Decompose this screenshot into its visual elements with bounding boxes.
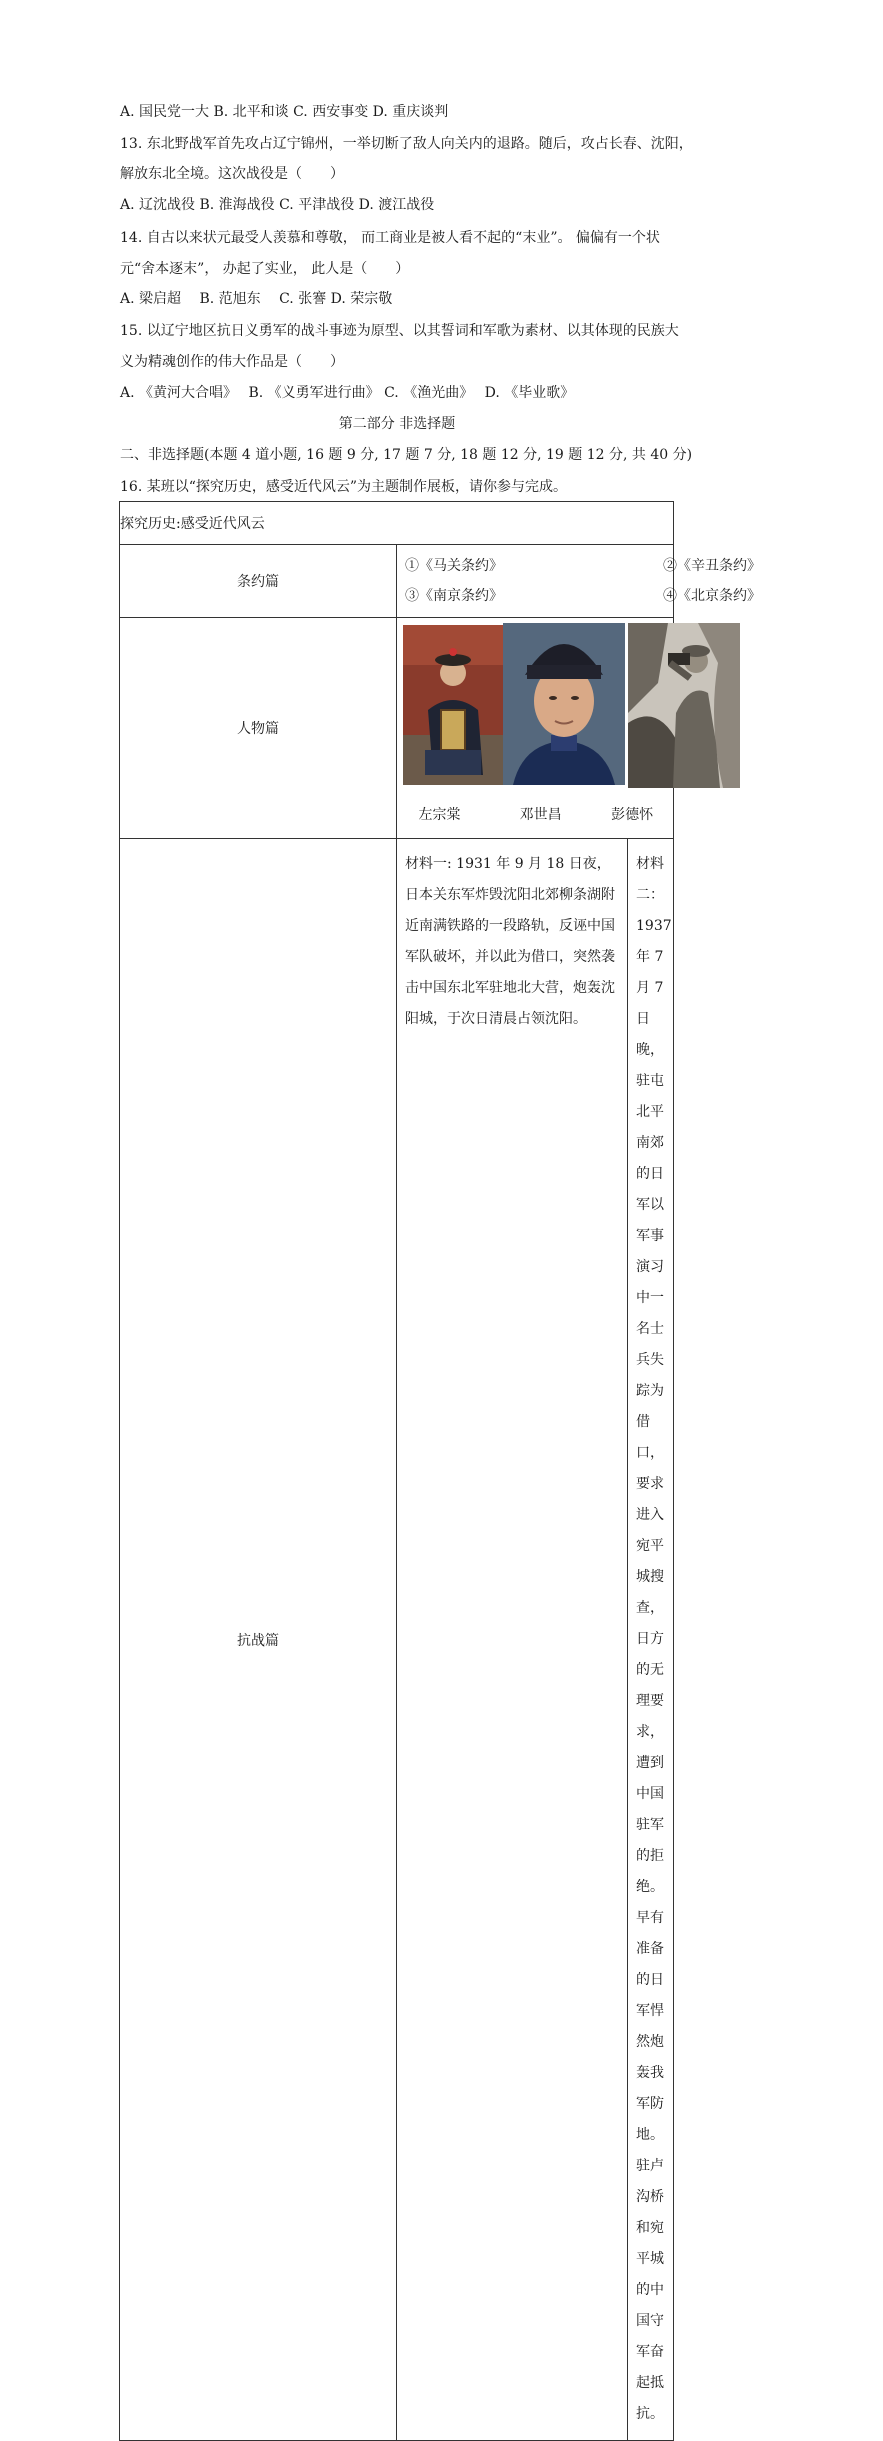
q15-stem-line2: 义为精魂创作的伟大作品是（ ） <box>120 354 344 370</box>
people-section <box>397 618 674 839</box>
treaty-item-3: ③《南京条约》 <box>405 588 503 604</box>
q12-options: A. 国民党一大 B. 北平和谈 C. 西安事变 D. 重庆谈判 <box>120 104 449 120</box>
portrait-peng-dehuai-icon <box>628 623 740 788</box>
q15-options: A. 《黄河大合唱》 B. 《义勇军进行曲》 C. 《渔光曲》 D. 《毕业歌》 <box>120 385 575 401</box>
treaty-section-label: 条约篇 <box>120 545 397 618</box>
treaty-section <box>397 545 761 618</box>
q15-stem-line1: 15. 以辽宁地区抗日义勇军的战斗事迹为原型、以其誓词和军歌为素材、以其体现的民族大 <box>120 323 679 339</box>
caption-deng-shichang: 邓世昌 <box>519 807 562 823</box>
portrait-zuo-zongtang-icon <box>403 625 503 785</box>
section2-heading: 二、非选择题(本题 4 道小题, 16 题 9 分, 17 题 7 分, 18 题 12 分, 19 题 12 分, 共 40 分) <box>120 447 693 463</box>
caption-zuo-zongtang: 左宗棠 <box>418 807 461 823</box>
caption-peng-dehuai: 彭德怀 <box>611 807 654 823</box>
war-section-label: 抗战篇 <box>120 839 397 2441</box>
material-1-cell <box>397 839 628 2440</box>
material-2-cell <box>628 839 674 2440</box>
q13-options: A. 辽沈战役 B. 淮海战役 C. 平津战役 D. 渡江战役 <box>120 197 435 213</box>
people-section-label: 人物篇 <box>120 618 397 839</box>
q14-options: A. 梁启超 B. 范旭东 C. 张謇 D. 荣宗敬 <box>120 291 393 307</box>
portrait-deng-shichang-icon <box>503 623 625 785</box>
treaty-item-4: ④《北京条约》 <box>663 588 761 604</box>
q14-stem-line2: 元“舍本逐末”， 办起了实业， 此人是（ ） <box>120 261 410 277</box>
material-2-text: 材料二：1937 年 7 月 7 日晚，驻屯北平南郊的日军以军事演习中一名士兵失踪为借口，要求进入宛平城搜查，日方的无理要求，遭到中国驻军的拒绝。早有准备的日军悍然炮轰我军防地。驻卢沟桥和宛平城的中国守军奋起抵抗。 <box>636 856 672 2422</box>
q14-stem-line1: 14. 自古以来状元最受人羡慕和尊敬， 而工商业是被人看不起的“末业”。 偏偏有一个状 <box>120 230 660 246</box>
q13-stem-line1: 13. 东北野战军首先攻占辽宁锦州，一举切断了敌人向关内的退路。随后，攻占长春、沈阳， <box>120 136 693 152</box>
treaty-item-1: ①《马关条约》 <box>405 558 503 574</box>
part2-title: 第二部分 非选择题 <box>338 416 456 432</box>
material-1-text: 材料一: 1931 年 9 月 18 日夜，日本关东军炸毁沈阳北郊柳条湖附近南满铁路的一段路轨，反诬中国军队破坏，并以此为借口，突然袭击中国东北军驻地北大营，炮轰沈阳城，于次日清晨占领沈阳。 <box>405 856 615 1027</box>
q16-intro: 16. 某班以“探究历史，感受近代风云”为主题制作展板，请你参与完成。 <box>120 479 568 495</box>
q13-stem-line2: 解放东北全境。这次战役是（ ） <box>120 166 344 182</box>
board-title: 探究历史:感受近代风云 <box>120 502 674 545</box>
exhibit-board-table <box>119 501 761 2441</box>
war-section <box>397 839 674 2441</box>
treaty-item-2: ②《辛丑条约》 <box>663 558 761 574</box>
